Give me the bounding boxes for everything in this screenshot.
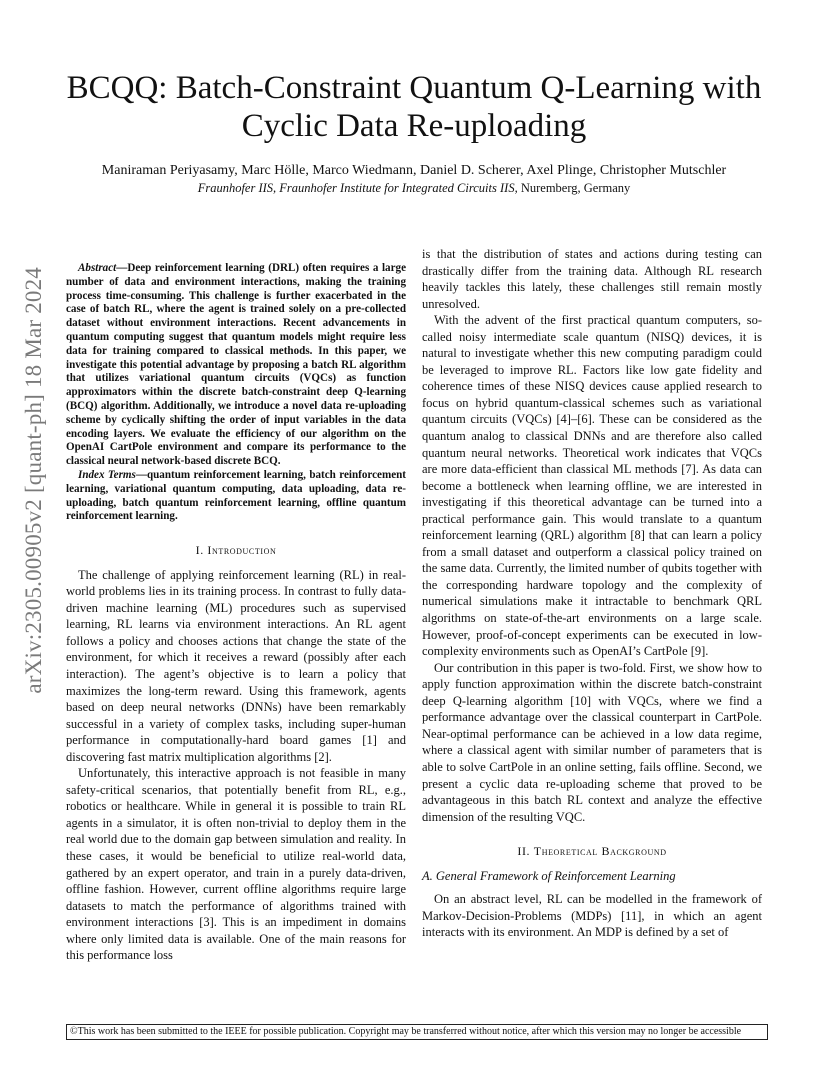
paragraph: The challenge of applying reinforcement learning (RL) in real-world problems lies in its training process. In contrast to fully data-driven machine learning (ML) procedures such as supervised learning, RL learns via environment interactions. An RL agent follows a policy and chooses actions that change the state of the environment, for which it receives a reward (possibly after each interaction). The agent’s objective is to learn a policy that maximizes the long-term reward. Using this framework, agents based on deep neural networks (DNNs) have been remarkably successful in a variety of complex tasks, including super-human performance in computationally-hard board games [1] and discovering fast matrix multiplication algorithms [2]. — [66, 567, 406, 764]
index-terms — [66, 469, 406, 524]
arxiv-identifier: arXiv:2305.00905v2 [quant-ph] 18 Mar 2024 — [21, 266, 46, 694]
author-list: Maniraman Periyasamy, Marc Hölle, Marco Wiedmann, Daniel D. Scherer, Axel Plinge, Christopher Mutschler — [101, 163, 727, 178]
section-name: Introduction — [207, 543, 277, 558]
affiliation — [40, 180, 788, 197]
section-numeral: II. — [517, 844, 534, 859]
affiliation-location: Nuremberg, Germany — [517, 181, 631, 195]
right-column — [422, 246, 762, 941]
paragraph: is that the distribution of states and actions during testing can drastically differ from the training data. Although RL research heavily tackles this lately, these challenges still remain mostly unresolved. — [422, 247, 762, 311]
paragraph: On an abstract level, RL can be modelled in the framework of Markov-Decision-Problems (MDPs) [11], in which an agent interacts with its environment. An MDP is defined by a set of — [422, 892, 762, 940]
paragraph: With the advent of the first practical quantum computers, so-called noisy intermediate scale quantum (NISQ) devices, it is natural to investigate whether this new computing paradigm could be leveraged to improve RL. Factors like low gate fidelity and coherence times of these NISQ devices cause applied research to focus on hybrid quantum-classical schemes such as variational quantum circuits (VQCs) [4]–[6]. These can be considered as the quantum analog to classical DNNs and are therefore also called quantum neural networks. Theoretical work indicates that VQCs are more data-efficient than classical ML methods [7]. As data can become a bottleneck when learning offline, we are interested in investigating if this theoretical advantage can be turned into a practical performance gain. This would translate to a quantum reinforcement learning (QRL) algorithm [8] that can learn a policy from a small dataset and outperform a classical policy trained on the same data. Currently, the limited number of qubits together with the corresponding hardware topology and the complexity of numerical simulations make it intractable to benchmark QRL algorithms on state-of-the-art environments on a large scale. However, proof-of-concept experiments can be executed in low-complexity environments such as OpenAI’s CartPole [9]. — [422, 313, 762, 659]
paragraph: Our contribution in this paper is two-fold. First, we show how to apply function approximation within the discrete batch-constraint deep Q-learning algorithm [10] with VQCs, where we find a performance advantage over the classical counterpart in CartPole. Near-optimal performance can be achieved in a low data regime, where a classical agent with similar number of parameters that is able to solve CartPole in an online setting, fails offline. Second, we present a cyclic data re-uploading scheme that proved to be advantageous in this batch RL context and analyze the effective dimension of the resulting VQC. — [422, 660, 762, 824]
paragraph: Unfortunately, this interactive approach is not feasible in many safety-critical scenarios, that potentially benefit from RL, e.g., robotics or healthcare. While in general it is possible to train RL agents in a simulator, it is often non-trivial to deploy them in the real world due to the domain gap between simulation and reality. In these cases, it would be beneficial to utilize real-world data, gathered by an expert operator, and train in a purely data-driven, offline fashion. However, current offline algorithms require large datasets to match the performance of algorithms trained with environment interactions [3]. This is an impediment in domains where only limited data is available. One of the main reasons for this performance loss — [66, 766, 406, 963]
paper-title: BCQQ: Batch-Constraint Quantum Q-Learning with Cyclic Data Re-uploading — [66, 70, 762, 144]
abstract-text: —Deep reinforcement learning (DRL) often requires a large number of data and environment interactions, making the training process time-consuming. This challenge is further exacerbated in the case of batch RL, where the agent is trained solely on a pre-collected dataset without environment interactions. Recent advancements in quantum computing suggest that quantum models might require less data for training compared to classical methods. In this paper, we investigate this potential advantage by proposing a batch RL algorithm that utilizes variational quantum circuits (VQCs) as function approximators within the discrete batch-constraint deep Q-learning (BCQ) algorithm. Additionally, we introduce a novel data re-uploading scheme by cyclically shifting the order of input variables in the data encoding layers. We evaluate the efficiency of our algorithm on the OpenAI CartPole environment and compare its performance to the classical neural network-based discrete BCQ. — [66, 262, 406, 468]
section-heading-background — [422, 843, 762, 860]
copyright-footnote: ©This work has been submitted to the IEEE for possible publication. Copyright may be transferred without notice, after which this version may no longer be accessible — [66, 1024, 768, 1040]
abstract — [66, 262, 406, 469]
affiliation-institute: Fraunhofer IIS, Fraunhofer Institute for Integrated Circuits IIS, — [197, 181, 518, 195]
abstract-label: Abstract — [78, 262, 117, 274]
arxiv-identifier-margin — [21, 266, 47, 694]
section-name: Theoretical Background — [533, 844, 667, 859]
index-terms-label: Index Terms — [78, 468, 136, 481]
left-column — [66, 262, 406, 964]
section-numeral: I. — [195, 543, 208, 558]
section-heading-introduction — [66, 542, 406, 559]
subsection-heading: A. General Framework of Reinforcement Learning — [422, 868, 676, 883]
index-terms-text: —quantum reinforcement learning, batch reinforcement learning, variational quantum computing, data uploading, data re-uploading, batch quantum reinforcement learning, offline quantum reinforcement learning. — [66, 468, 406, 523]
